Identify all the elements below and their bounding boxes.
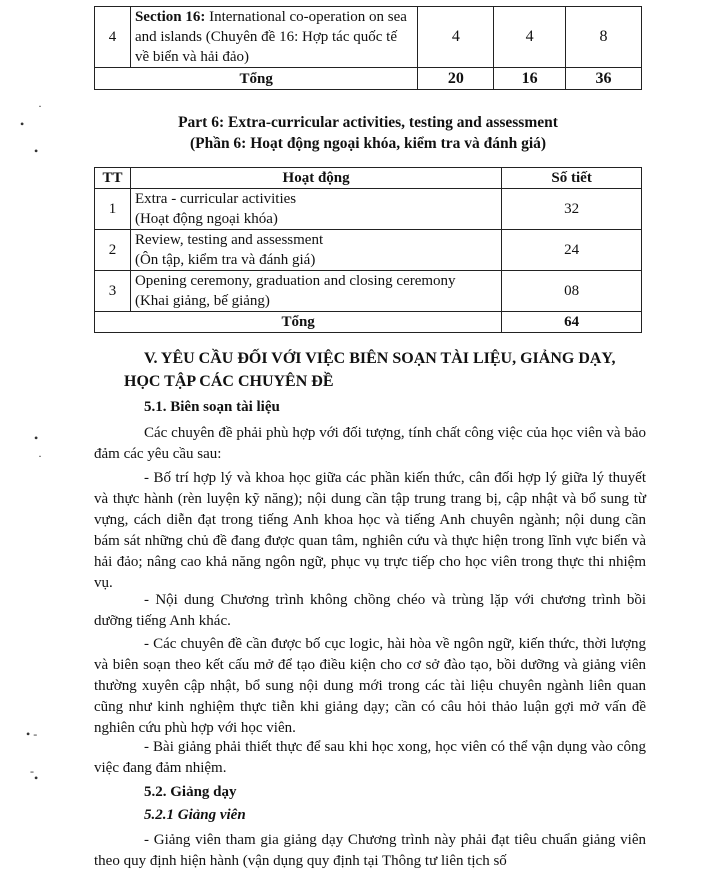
- cell-value: 8: [566, 7, 642, 68]
- total-label: Tổng: [95, 68, 418, 90]
- total-value: 64: [502, 312, 642, 333]
- scan-speck: •: [34, 144, 39, 158]
- table-row: [95, 271, 642, 312]
- paragraph: - Các chuyên đề cần được bố cục logic, hài hòa về ngôn ngữ, kiến thức, thời lượng và biên soạn theo kết cấu mở để tạo điều kiện cho cơ sở đào tạo, bồi dưỡng và giảng viên thường xuyên cập nhật, bổ sung nội dung mới trong các tài liệu chuyên ngành liên quan cũng như kinh nghiệm thực tiễn khi giảng dạy; cần có câu hỏi thảo luận gợi mở vấn đề nghiên cứu phù hợp với học viên.: [94, 636, 646, 736]
- cell-value: 4: [494, 7, 566, 68]
- subheading-5-1: 5.1. Biên soạn tài liệu: [144, 399, 280, 415]
- hours-cell: 24: [502, 230, 642, 271]
- table-header: [95, 168, 642, 189]
- section5-heading: [124, 347, 704, 393]
- scan-speck: •: [34, 771, 39, 785]
- activities-table: [94, 167, 642, 333]
- row-number: 2: [95, 230, 131, 271]
- paragraph: - Nội dung Chương trình không chồng chéo và trùng lặp với chương trình bồi dưỡng tiếng Anh khác.: [94, 592, 646, 629]
- table-row: [95, 189, 642, 230]
- table-row: [95, 7, 642, 68]
- scan-speck: •: [20, 117, 25, 131]
- section5-heading-line1: V. YÊU CẦU ĐỐI VỚI VIỆC BIÊN SOẠN TÀI LIỆU, GIẢNG DẠY,: [144, 350, 616, 367]
- total-row: [95, 68, 642, 90]
- row-number: 1: [95, 189, 131, 230]
- total-value: 16: [494, 68, 566, 90]
- header-hours: Số tiết: [502, 168, 642, 189]
- total-row: [95, 312, 642, 333]
- hours-cell: 32: [502, 189, 642, 230]
- scan-speck: ·: [38, 99, 42, 113]
- table-row: [95, 230, 642, 271]
- scan-speck: •: [34, 431, 39, 445]
- paragraph: Các chuyên đề phải phù hợp với đối tượng, tính chất công việc của học viên và bảo đảm các yêu cầu sau:: [94, 425, 646, 462]
- total-label: Tổng: [95, 312, 502, 333]
- part6-heading: [94, 112, 642, 154]
- activity-cell: Extra - curricular activities (Hoạt động ngoại khóa): [130, 189, 501, 230]
- header-activity: Hoạt động: [130, 168, 501, 189]
- scan-speck: -: [30, 764, 34, 778]
- row-number: 4: [95, 7, 131, 68]
- header-tt: TT: [95, 168, 131, 189]
- subheading-5-2-1: 5.2.1 Giảng viên: [144, 807, 246, 823]
- section-title: Section 16: International co-operation on sea and islands (Chuyên đề 16: Hợp tác quốc tế về biển và hải đảo): [130, 7, 417, 68]
- activity-cell: Review, testing and assessment (Ôn tập, kiểm tra và đánh giá): [130, 230, 501, 271]
- part6-heading-en: Part 6: Extra-curricular activities, testing and assessment: [178, 114, 558, 131]
- activity-cell: Opening ceremony, graduation and closing ceremony (Khai giảng, bế giảng): [130, 271, 501, 312]
- part6-heading-vi: (Phần 6: Hoạt động ngoại khóa, kiểm tra và đánh giá): [189, 135, 547, 152]
- section5-heading-line2: HỌC TẬP CÁC CHUYÊN ĐỀ: [124, 373, 334, 390]
- row-number: 3: [95, 271, 131, 312]
- total-value: 36: [566, 68, 642, 90]
- scan-speck: • -: [26, 727, 38, 741]
- paragraph: - Bố trí hợp lý và khoa học giữa các phần kiến thức, cân đối hợp lý giữa lý thuyết và thực hành (rèn luyện kỹ năng); nội dung cần tập trung trang bị, cập nhật và bổ sung từ vựng, cách diễn đạt trong tiếng Anh khoa học và tiếng Anh chuyên ngành; nội dung cần bám sát những chủ đề đang được quan tâm, nghiên cứu và thực hiện trong lĩnh vực biển và hải đảo; nâng cao khả năng ngôn ngữ, phục vụ trực tiếp cho học viên trong thực thi nhiệm vụ.: [94, 470, 646, 591]
- scan-speck: ·: [38, 449, 42, 463]
- subheading-5-2: 5.2. Giảng dạy: [144, 784, 237, 800]
- course-sections-table: [94, 6, 642, 90]
- paragraph: - Giảng viên tham gia giảng dạy Chương trình này phải đạt tiêu chuẩn giảng viên theo quy định hiện hành (vận dụng quy định tại Thông tư liên tịch số: [94, 832, 646, 869]
- cell-value: 4: [418, 7, 494, 68]
- hours-cell: 08: [502, 271, 642, 312]
- total-value: 20: [418, 68, 494, 90]
- paragraph: - Bài giảng phải thiết thực để sau khi học xong, học viên có thể vận dụng vào công việc đang đảm nhiệm.: [94, 739, 646, 776]
